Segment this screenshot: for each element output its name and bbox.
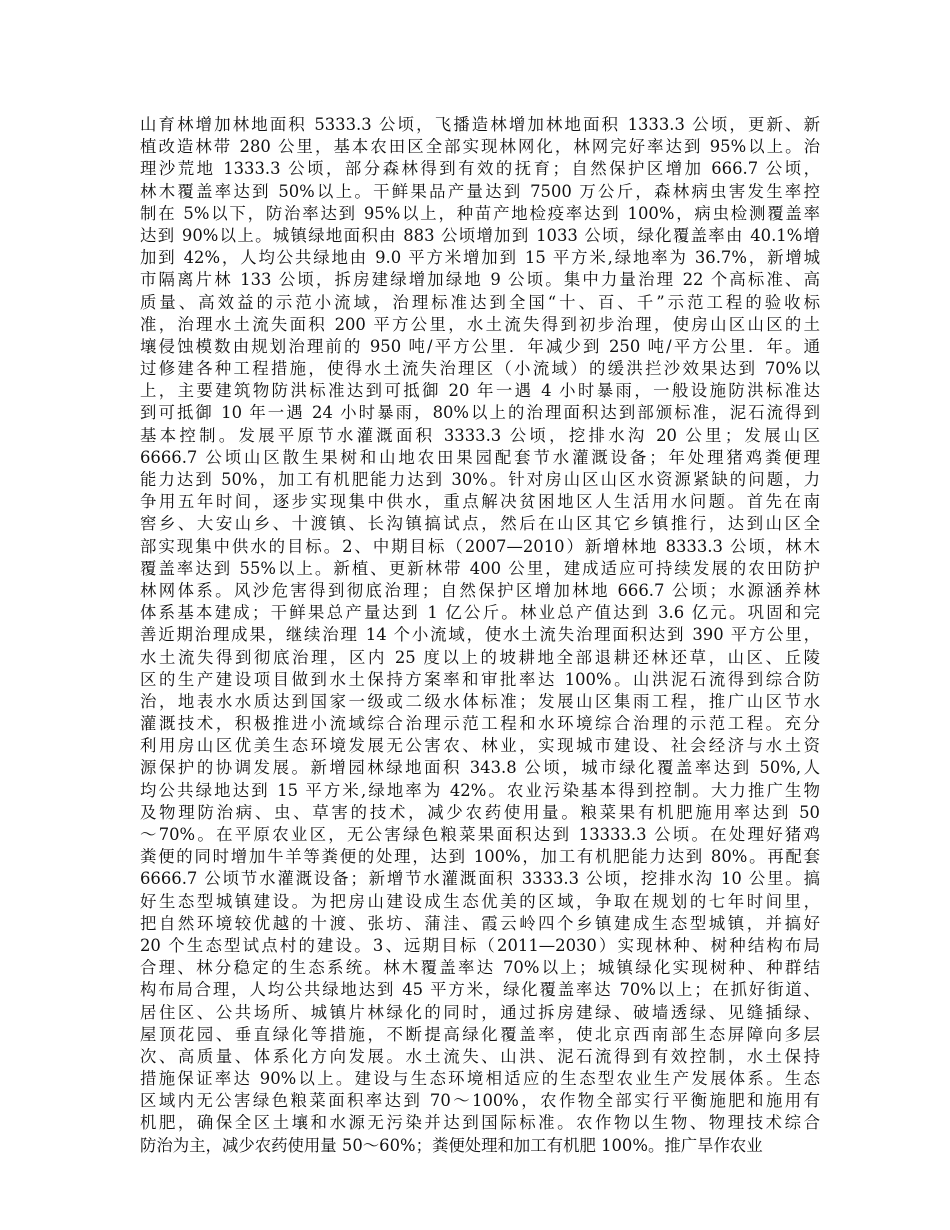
text-line: 基本控制。发展平原节水灌溉面积 3333.3 公顷，挖排水沟 20 公里；发展山区 [140,425,820,445]
text-line: 壤侵蚀模数由规划治理前的 950 吨/平方公里．年减少到 250 吨/平方公里．年。通 [140,336,820,356]
text-line: 理沙荒地 1333.3 公顷，部分森林得到有效的抚育；自然保护区增加 666.7 公顷， [140,159,820,179]
text-line: 居住区、公共场所、城镇片林绿化的同时，通过拆房建绿、破墙透绿、见缝插绿、 [140,1002,820,1022]
text-line: 6666.7 公顷山区散生果树和山地农田果园配套节水灌溉设备；年处理猪鸡粪便理 [140,447,820,467]
text-line: 能力达到 50%，加工有机肥能力达到 30%。针对房山区山区水资源紧缺的问题，力 [140,470,820,489]
text-line: 山育林增加林地面积 5333.3 公顷，飞播造林增加林地面积 1333.3 公顷，更新、新 [140,115,820,134]
text-line: ～70%。在平原农业区，无公害绿色粮菜果面积达到 13333.3 公顷。在处理好猪鸡 [140,825,820,844]
text-line: 达到 90%以上。城镇绿地面积由 883 公顷增加到 1033 公顷，绿化覆盖率由 40.1%增 [140,225,820,245]
text-line: 治，地表水水质达到国家一级或二级水体标准；发展山区集雨工程，推广山区节水 [140,691,820,711]
text-line: 林网体系。风沙危害得到彻底治理；自然保护区增加林地 666.7 公顷；水源涵养林 [140,580,820,600]
text-line: 源保护的协调发展。新增园林绿地面积 343.8 公顷，城市绿化覆盖率达到 50%,人 [140,758,820,778]
text-line: 加到 42%，人均公共绿地由 9.0 平方米增加到 15 平方米,绿地率为 36.7%，新增城 [140,248,820,268]
text-line: 体系基本建成；干鲜果总产量达到 1 亿公斤。林业总产值达到 3.6 亿元。巩固和完 [140,603,820,623]
text-line: 制在 5%以下，防治率达到 95%以上，种苗产地检疫率达到 100%，病虫检测覆盖率 [140,203,820,223]
text-line: 水土流失得到彻底治理，区内 25 度以上的坡耕地全部退耕还林还草，山区、丘陵 [140,647,820,667]
body-paragraph [140,114,820,1157]
text-line: 争用五年时间，逐步实现集中供水，重点解决贫困地区人生活用水问题。首先在南 [140,492,820,512]
text-line: 合理、林分稳定的生态系统。林木覆盖率达 70%以上；城镇绿化实现树种、种群结 [140,958,820,978]
text-line: 防治为主，减少农药使用量 50～60%；粪便处理和加工有机肥 100%。推广旱作农业 [140,1135,763,1155]
text-line: 上，主要建筑物防洪标准达到可抵御 20 年一遇 4 小时暴雨，一般设施防洪标准达 [140,381,820,401]
text-line: 构布局合理，人均公共绿地达到 45 平方米，绿化覆盖率达 70%以上；在抓好街道、 [140,980,820,1000]
text-line: 6666.7 公顷节水灌溉设备；新增节水灌溉面积 3333.3 公顷，挖排水沟 10 公里。搞 [140,869,820,889]
text-line: 覆盖率达到 55%以上。新植、更新林带 400 公里，建成适应可持续发展的农田防护 [140,558,820,578]
text-line: 区域内无公害绿色粮菜面积率达到 70～100%，农作物全部实行平衡施肥和施用有 [140,1091,820,1111]
text-line: 市隔离片林 133 公顷，拆房建绿增加绿地 9 公顷。集中力量治理 22 个高标准、高 [140,270,820,290]
text-line: 窖乡、大安山乡、十渡镇、长沟镇搞试点，然后在山区其它乡镇推行，达到山区全 [140,514,820,534]
text-line: 措施保证率达 90%以上。建设与生态环境相适应的生态型农业生产发展体系。生态 [140,1069,820,1089]
text-line: 粪便的同时增加牛羊等粪便的处理，达到 100%，加工有机肥能力达到 80%。再配套 [140,847,820,867]
text-line: 好生态型城镇建设。为把房山建设成生态优美的区域，争取在规划的七年时间里， [140,891,820,911]
text-line: 部实现集中供水的目标。2、中期目标（2007—2010）新增林地 8333.3 公顷，林木 [140,536,820,556]
text-line: 次、高质量、体系化方向发展。水土流失、山洪、泥石流得到有效控制，水土保持 [140,1046,820,1066]
text-line: 及物理防治病、虫、草害的技术，减少农药使用量。粮菜果有机肥施用率达到 50 [140,802,820,822]
text-line: 把自然环境较优越的十渡、张坊、蒲洼、霞云岭四个乡镇建成生态型城镇，并搞好 [140,913,820,933]
text-line: 准，治理水土流失面积 200 平方公里，水土流失得到初步治理，使房山区山区的土 [140,314,820,334]
text-line: 屋顶花园、垂直绿化等措施，不断提高绿化覆盖率，使北京西南部生态屏障向多层 [140,1024,820,1044]
text-line: 质量、高效益的示范小流域，治理标准达到全国“十、百、千”示范工程的验收标 [140,292,820,312]
text-line: 区的生产建设项目做到水土保持方案率和审批率达 100%。山洪泥石流得到综合防 [140,669,820,689]
text-line: 灌溉技术，积极推进小流域综合治理示范工程和水环境综合治理的示范工程。充分 [140,714,820,734]
text-line: 20 个生态型试点村的建设。3、远期目标（2011—2030）实现林种、树种结构布局 [140,935,820,955]
text-line: 过修建各种工程措施，使得水土流失治理区（小流域）的缓洪拦沙效果达到 70%以 [140,359,820,379]
text-line: 善近期治理成果，继续治理 14 个小流域，使水土流失治理面积达到 390 平方公里， [140,625,820,645]
text-line: 利用房山区优美生态环境发展无公害农、林业，实现城市建设、社会经济与水土资 [140,736,820,756]
text-line: 到可抵御 10 年一遇 24 小时暴雨，80%以上的治理面积达到部颁标准，泥石流得到 [140,403,820,423]
text-line: 均公共绿地达到 15 平方米,绿地率为 42%。农业污染基本得到控制。大力推广生物 [140,780,820,800]
text-line: 机肥，确保全区土壤和水源无污染并达到国际标准。农作物以生物、物理技术综合 [140,1113,820,1133]
text-line: 植改造林带 280 公里，基本农田区全部实现林网化，林网完好率达到 95%以上。治 [140,137,820,157]
text-line: 林木覆盖率达到 50%以上。干鲜果品产量达到 7500 万公斤，森林病虫害发生率控 [140,181,820,201]
